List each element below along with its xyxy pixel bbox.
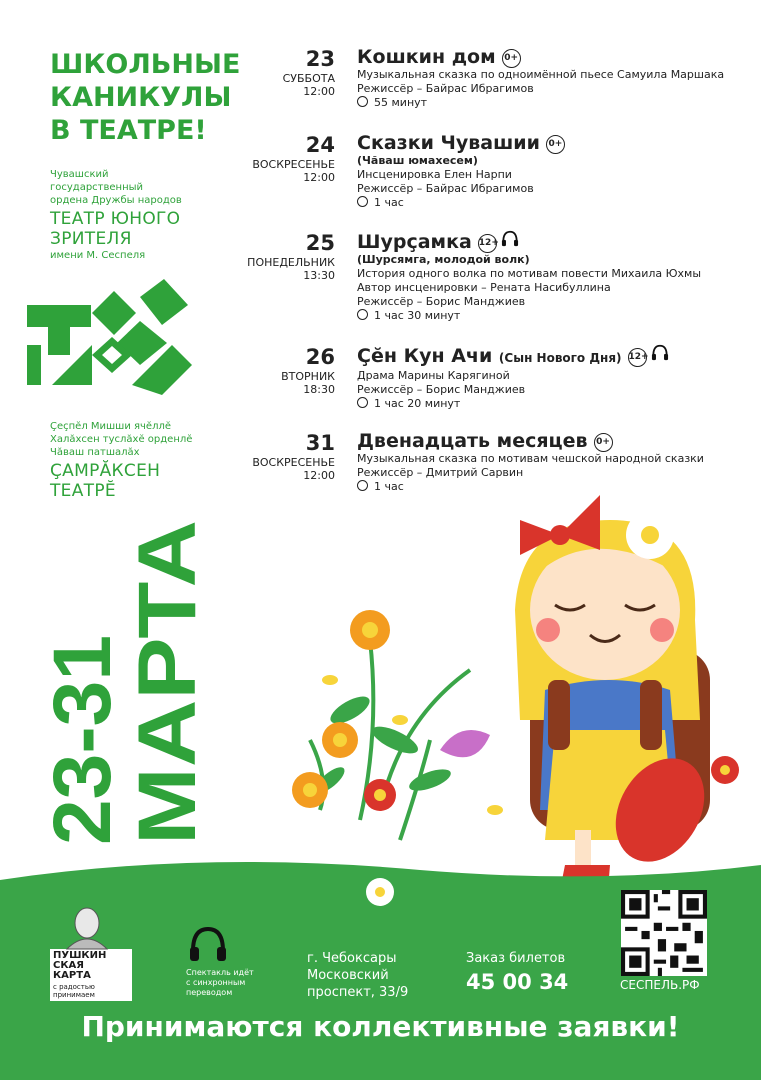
address-line: Московский bbox=[307, 968, 389, 983]
event-day: 26 bbox=[305, 345, 335, 369]
age-rating-badge: 0+ bbox=[594, 433, 613, 452]
event-title-row bbox=[357, 132, 747, 154]
title-line: КАНИКУЛЫ bbox=[50, 82, 232, 113]
event-title-row bbox=[357, 230, 747, 253]
event-title: Двенадцать месяцев bbox=[357, 430, 588, 452]
event-detail: (Чăваш юмахесем) bbox=[357, 154, 478, 167]
event-day: 31 bbox=[305, 431, 335, 455]
event-detail: Музыкальная сказка по мотивам чешской народной сказки bbox=[357, 452, 704, 465]
sync-line: Спектакль идёт bbox=[186, 968, 254, 977]
event-title: Кошкин дом bbox=[357, 46, 496, 68]
event-card bbox=[357, 344, 747, 411]
pushkin-line: СКАЯ bbox=[53, 960, 84, 971]
event-detail: Автор инсценировки – Рената Насибуллина bbox=[357, 281, 611, 294]
event-weekday: ВОСКРЕСЕНЬЕ bbox=[252, 456, 335, 469]
date-range: 23-31 bbox=[37, 635, 128, 845]
event-detail: Режиссёр – Борис Манджиев bbox=[357, 295, 526, 308]
event-duration-row bbox=[357, 309, 747, 323]
event-date bbox=[245, 48, 335, 98]
event-weekday: ПОНЕДЕЛЬНИК bbox=[247, 256, 335, 269]
pushkin-sub-line: принимаем bbox=[53, 991, 95, 999]
theatre-cv-line: Халăхсен туслăхĕ орденлĕ bbox=[50, 434, 193, 445]
event-detail: Драма Марины Карягиной bbox=[357, 369, 510, 382]
theatre-cv-name: ТЕАТРĔ bbox=[50, 481, 116, 501]
theatre-ru-line: Чувашский bbox=[50, 169, 109, 180]
website-link[interactable]: СЕСПЕЛЬ.РФ bbox=[620, 978, 700, 992]
age-rating-badge: 0+ bbox=[546, 135, 565, 154]
theatre-ru-name: ТЕАТР ЮНОГО bbox=[50, 209, 181, 229]
address-line: г. Чебоксары bbox=[307, 951, 397, 966]
order-label: Заказ билетов bbox=[466, 951, 566, 966]
order-phone[interactable]: 45 00 34 bbox=[466, 970, 569, 994]
theatre-name-ru bbox=[50, 168, 250, 262]
event-date bbox=[245, 432, 335, 482]
event-time: 13:30 bbox=[303, 269, 335, 282]
pushkin-card-title bbox=[50, 949, 132, 983]
clock-icon bbox=[357, 96, 368, 107]
event-day: 24 bbox=[305, 133, 335, 157]
theatre-ru-line: государственный bbox=[50, 182, 144, 193]
event-title: Сказки Чувашии bbox=[357, 132, 540, 154]
event-title-row bbox=[357, 344, 747, 369]
theatre-logo-icon bbox=[22, 285, 194, 407]
headphones-icon bbox=[501, 230, 519, 252]
event-time: 18:30 bbox=[303, 383, 335, 396]
event-detail: Режиссёр – Дмитрий Сарвин bbox=[357, 466, 524, 479]
theatre-ru-name: ЗРИТЕЛЯ bbox=[50, 229, 132, 249]
clock-icon bbox=[357, 397, 368, 408]
poster-title bbox=[50, 48, 260, 147]
clock-icon bbox=[357, 309, 368, 320]
event-duration-row bbox=[357, 397, 747, 411]
age-rating-badge: 0+ bbox=[502, 49, 521, 68]
event-duration: 1 час 30 минут bbox=[374, 309, 461, 322]
event-title-row bbox=[357, 430, 747, 452]
theatre-ru-line: ордена Дружбы народов bbox=[50, 195, 182, 206]
clock-icon bbox=[357, 196, 368, 207]
headphones-icon bbox=[188, 925, 228, 963]
event-time: 12:00 bbox=[303, 469, 335, 482]
event-card bbox=[357, 132, 747, 210]
sync-line: переводом bbox=[186, 988, 233, 997]
event-card bbox=[357, 230, 747, 323]
pushkin-card-sub bbox=[50, 983, 132, 1001]
event-weekday: СУББОТА bbox=[282, 72, 335, 85]
event-duration-row bbox=[357, 96, 747, 110]
event-detail: Режиссёр – Байрас Ибрагимов bbox=[357, 182, 534, 195]
qr-pattern bbox=[621, 890, 707, 976]
bottom-slogan: Принимаются коллективные заявки! bbox=[81, 1010, 680, 1043]
event-date bbox=[245, 346, 335, 396]
theatre-ru-line: имени М. Сеспеля bbox=[50, 250, 146, 261]
headphones-icon bbox=[651, 344, 669, 366]
age-rating-badge: 12+ bbox=[478, 234, 497, 253]
title-line: В ТЕАТРЕ! bbox=[50, 115, 207, 146]
event-duration: 55 минут bbox=[374, 96, 428, 109]
event-detail: Инсценировка Елен Нарпи bbox=[357, 168, 512, 181]
pushkin-line: КАРТА bbox=[53, 970, 91, 981]
address-line: проспект, 33/9 bbox=[307, 985, 409, 1000]
pushkin-line: ПУШКИН bbox=[53, 950, 107, 961]
sync-line: с синхронным bbox=[186, 978, 246, 987]
event-duration: 1 час 20 минут bbox=[374, 397, 461, 410]
event-time: 12:00 bbox=[303, 85, 335, 98]
month-label: МАРТА bbox=[122, 559, 213, 845]
event-detail: (Шурсямга, молодой волк) bbox=[357, 253, 530, 266]
event-title: Çĕн Кун Ачи bbox=[357, 345, 493, 367]
event-day: 25 bbox=[305, 231, 335, 255]
theatre-cv-line: Çеçпĕл Мишши ячĕллĕ bbox=[50, 421, 172, 432]
theatre-cv-name: ÇАМРĂКСЕН bbox=[50, 461, 161, 481]
event-time: 12:00 bbox=[303, 171, 335, 184]
qr-code-icon[interactable] bbox=[621, 890, 707, 976]
dates-vertical bbox=[37, 515, 213, 850]
title-line: ШКОЛЬНЫЕ bbox=[50, 49, 241, 80]
event-card bbox=[357, 46, 747, 110]
theatre-cv-line: Чăваш патшалăх bbox=[50, 447, 140, 458]
event-detail: История одного волка по мотивам повести Михаила Юхмы bbox=[357, 267, 702, 280]
event-weekday: ВТОРНИК bbox=[281, 370, 335, 383]
pushkin-portrait-icon bbox=[62, 905, 112, 949]
theatre-name-cv bbox=[50, 420, 250, 501]
event-duration: 1 час bbox=[374, 480, 404, 493]
age-rating-badge: 12+ bbox=[628, 348, 647, 367]
event-title: Шурçамка bbox=[357, 231, 472, 253]
event-date bbox=[245, 134, 335, 184]
event-day: 23 bbox=[305, 47, 335, 71]
event-date bbox=[245, 232, 335, 282]
event-detail: Музыкальная сказка по одноимённой пьесе Самуила Маршака bbox=[357, 68, 725, 81]
address bbox=[307, 950, 408, 1001]
event-subtitle: (Сын Нового Дня) bbox=[498, 351, 622, 365]
event-duration-row bbox=[357, 196, 747, 210]
event-weekday: ВОСКРЕСЕНЬЕ bbox=[252, 158, 335, 171]
event-detail: Режиссёр – Байрас Ибрагимов bbox=[357, 82, 534, 95]
event-detail: Режиссёр – Борис Манджиев bbox=[357, 383, 526, 396]
sync-translation-note bbox=[186, 968, 261, 998]
event-duration: 1 час bbox=[374, 196, 404, 209]
pushkin-card-logo bbox=[50, 905, 132, 1001]
event-title-row bbox=[357, 46, 747, 68]
pushkin-sub-line: с радостью bbox=[53, 983, 95, 991]
ticket-order bbox=[466, 950, 568, 997]
